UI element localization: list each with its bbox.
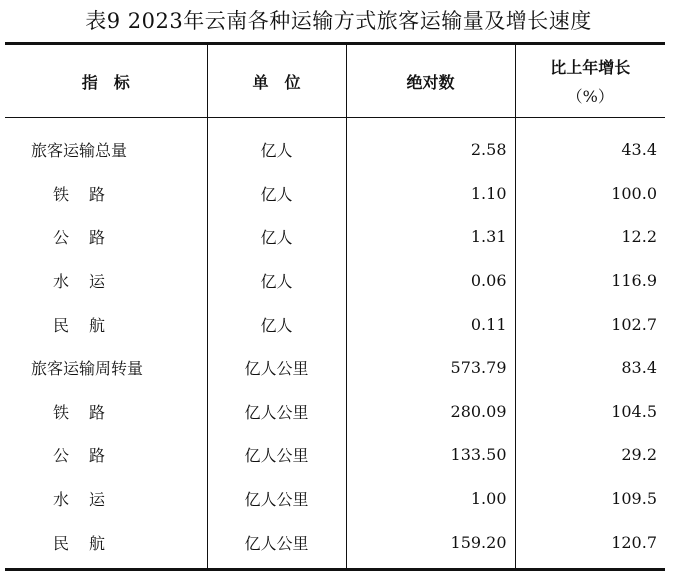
row-growth: 83.4 [515, 346, 665, 390]
header-absolute: 绝对数 [346, 44, 515, 118]
row-growth: 102.7 [515, 302, 665, 346]
row-unit: 亿人 [207, 172, 346, 216]
table-row [5, 118, 665, 172]
row-value: 159.20 [346, 520, 515, 569]
row-value: 1.10 [346, 172, 515, 216]
row-name: 水运 [53, 272, 126, 292]
row-name: 公路 [53, 446, 126, 466]
header-growth-unit: （%） [566, 87, 614, 106]
row-name: 旅客运输周转量 [31, 359, 144, 379]
row-growth: 120.7 [515, 520, 665, 569]
row-growth: 100.0 [515, 172, 665, 216]
row-growth: 116.9 [515, 259, 665, 303]
row-unit: 亿人公里 [207, 390, 346, 434]
row-unit: 亿人公里 [207, 477, 346, 521]
table-row [5, 520, 665, 569]
row-name: 公路 [53, 228, 126, 248]
row-value: 1.31 [346, 215, 515, 259]
row-unit: 亿人 [207, 215, 346, 259]
row-name: 旅客运输总量 [31, 141, 128, 161]
header-indicator: 指 标 [81, 72, 130, 92]
row-unit: 亿人 [207, 302, 346, 346]
row-unit: 亿人公里 [207, 520, 346, 569]
header-row [5, 44, 665, 118]
header-growth-label: 比上年增长 [550, 58, 631, 77]
row-value: 0.11 [346, 302, 515, 346]
table-row [5, 477, 665, 521]
row-growth: 104.5 [515, 390, 665, 434]
row-name: 铁路 [53, 402, 126, 422]
row-value: 280.09 [346, 390, 515, 434]
row-value: 1.00 [346, 477, 515, 521]
table-row [5, 172, 665, 216]
header-unit: 单 位 [207, 44, 346, 118]
row-value: 573.79 [346, 346, 515, 390]
row-value: 133.50 [346, 433, 515, 477]
table-title: 表9 2023年云南各种运输方式旅客运输量及增长速度 [85, 9, 592, 33]
table-row [5, 302, 665, 346]
row-name: 民航 [53, 315, 126, 335]
row-unit: 亿人 [207, 259, 346, 303]
row-growth: 29.2 [515, 433, 665, 477]
row-value: 0.06 [346, 259, 515, 303]
row-unit: 亿人 [207, 118, 346, 172]
row-growth: 12.2 [515, 215, 665, 259]
row-unit: 亿人公里 [207, 433, 346, 477]
row-growth: 43.4 [515, 118, 665, 172]
row-name: 铁路 [53, 184, 126, 204]
row-name: 水运 [53, 490, 126, 510]
row-name: 民航 [53, 533, 126, 553]
table-row [5, 215, 665, 259]
row-growth: 109.5 [515, 477, 665, 521]
table-row [5, 390, 665, 434]
header-growth [515, 44, 665, 118]
passenger-transport-table [5, 42, 665, 571]
table-row [5, 259, 665, 303]
table-row [5, 346, 665, 390]
row-unit: 亿人公里 [207, 346, 346, 390]
table-row [5, 433, 665, 477]
row-value: 2.58 [346, 118, 515, 172]
